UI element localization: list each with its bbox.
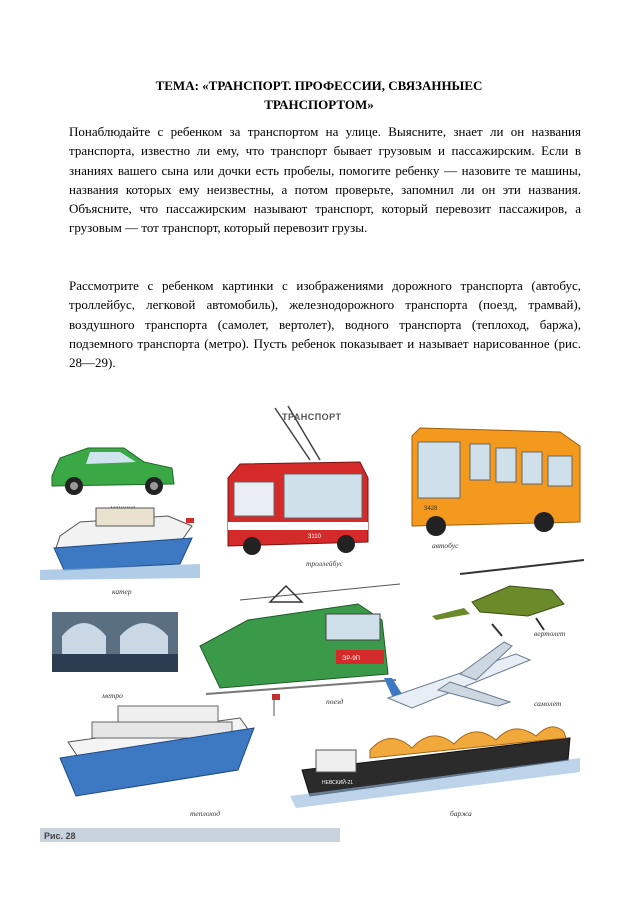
boat-illustration: [40, 508, 200, 580]
ship-illustration: [60, 694, 280, 796]
caption-helicopter: вертолет: [534, 629, 566, 638]
caption-ship: теплоход: [190, 809, 221, 818]
transport-illustration: [40, 398, 600, 846]
caption-metro: метро: [102, 691, 123, 700]
car-illustration: [52, 448, 174, 495]
trolleybus-number: 3110: [308, 534, 321, 540]
caption-trolleybus: троллейбус: [306, 559, 343, 568]
figure-label: Рис. 28: [44, 831, 76, 841]
figure-title: ТРАНСПОРТ: [282, 412, 342, 422]
caption-plane: самолет: [534, 699, 562, 708]
paragraph-observe: Понаблюдайте с ребенком за транспортом на улице. Выясните, знает ли он названия транспорта, известно ли ему, что транспорт бывает грузовым и пассажирским. Если в знаниях вашего сына или дочки есть пробелы, помогите ребенку — назовите те машины, названия которых ему неизвестны, а потом проверьте, запомнил ли он эти названия. Объясните, что пассажирским называют транспорт, который перевозит пассажиров, а грузовым — тот транспорт, который перевозит грузы.: [69, 124, 581, 236]
page-title: ТЕМА: «ТРАНСПОРТ. ПРОФЕССИИ, СВЯЗАННЫЕС ТРАНСПОРТОМ»: [155, 78, 483, 112]
bus-illustration: [412, 428, 580, 536]
barge-illustration: [290, 727, 580, 808]
train-number: ЭР-9П: [342, 656, 360, 662]
metro-illustration: [52, 612, 178, 672]
bus-number: 3428: [424, 506, 438, 512]
helicopter-illustration: [432, 560, 584, 636]
caption-barge: баржа: [450, 809, 472, 818]
barge-number: НЕВСКИЙ-21: [322, 780, 354, 786]
transport-figure: [40, 398, 600, 846]
train-illustration: [200, 584, 400, 694]
caption-train: поезд: [326, 697, 344, 706]
plane-illustration: [384, 642, 530, 708]
caption-boat: катер: [112, 587, 132, 596]
figure-label-bar: [40, 828, 340, 842]
paragraph-pictures: Рассмотрите с ребенком картинки с изображениями дорожного транспорта (автобус, троллейбус, легковой автомобиль), железнодорожного транспорта (поезд, трамвай), воздушного транспорта (самолет, вертолет), водного транспорта (теплоход, баржа), подземного транспорта (метро). Пусть ребенок показывает и называет нарисованное (рис. 28—29).: [69, 278, 581, 371]
caption-bus: автобус: [432, 541, 459, 550]
trolleybus-illustration: [228, 406, 368, 555]
